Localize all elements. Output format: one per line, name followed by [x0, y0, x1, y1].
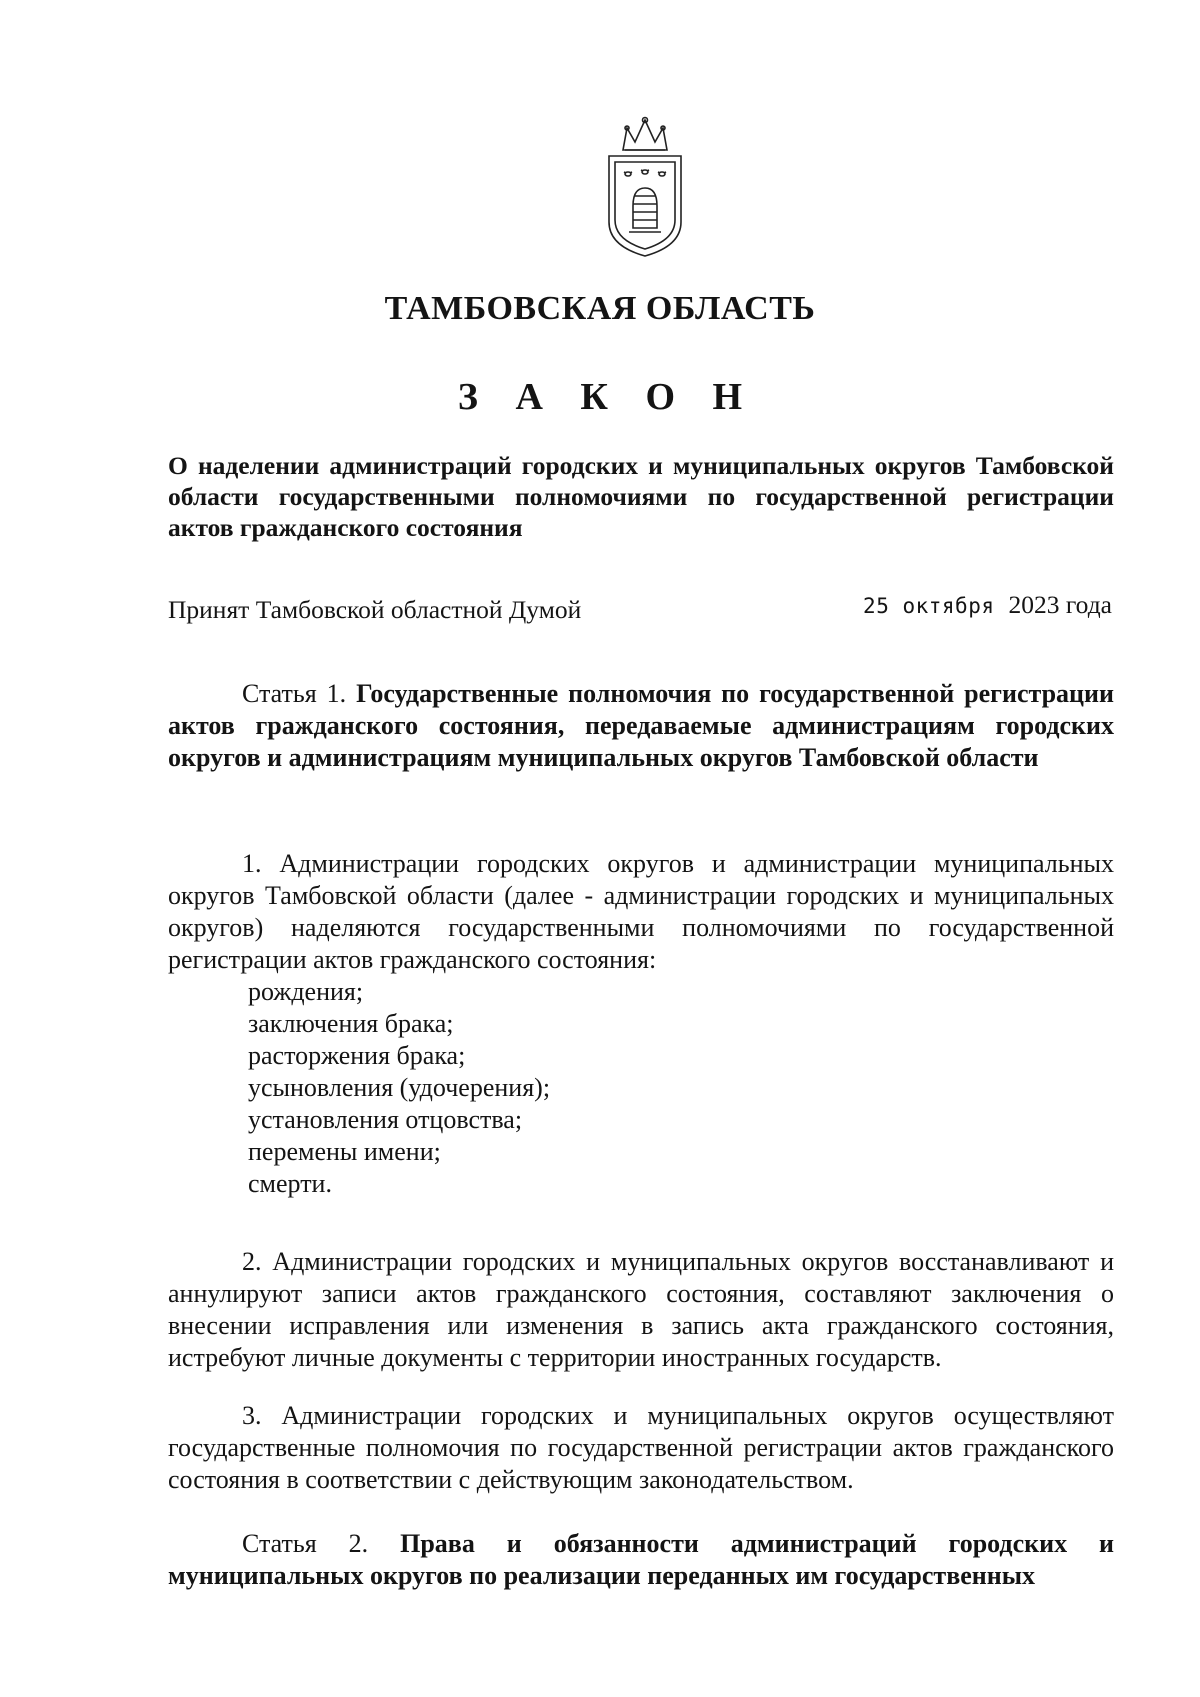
- article-2-label: Статья 2.: [242, 1529, 369, 1558]
- list-item: установления отцовства;: [248, 1105, 523, 1134]
- article-1-paragraph-2: [168, 1246, 1114, 1374]
- article-1-paragraph-3: [168, 1400, 1114, 1496]
- region-name: ТАМБОВСКАЯ ОБЛАСТЬ: [384, 290, 816, 327]
- adopted-by: Принят Тамбовской областной Думой: [168, 595, 582, 624]
- article-1-heading: [168, 678, 1114, 774]
- article-2-title: Права и обязанности администраций городских и муниципальных округов по реализации переданных им государственных: [168, 1529, 1114, 1590]
- law-title: О наделении администраций городских и муниципальных округов Тамбовской области государственными полномочиями по государственной регистрации актов гражданского состояния: [168, 451, 1114, 542]
- adoption-date: [863, 590, 1112, 620]
- article-1-label: Статья 1.: [242, 679, 347, 708]
- list-item: усыновления (удочерения);: [248, 1073, 551, 1102]
- article-1-title: Государственные полномочия по государственной регистрации актов гражданского состояния, передаваемые администрациям городских округов и администрациям муниципальных округов Тамбовской области: [168, 679, 1115, 772]
- paragraph-3-text: 3. Администрации городских и муниципальных округов осуществляют государственные полномочия по государственной регистрации актов гражданского состояния в соответствии с действующим законодательством.: [168, 1401, 1114, 1494]
- date-stamp: 25 октября: [863, 594, 995, 618]
- list-item: расторжения брака;: [248, 1041, 466, 1070]
- tambov-coat-of-arms-icon: [595, 110, 695, 260]
- list-item: заключения брака;: [248, 1009, 454, 1038]
- list-item: рождения;: [248, 977, 364, 1006]
- paragraph-1-intro: 1. Администрации городских округов и администрации муниципальных округов Тамбовской области (далее - администрации городских и муниципальных округов) наделяются государственными полномочиями по государственной регистрации актов гражданского состояния:: [168, 849, 1114, 974]
- adoption-year: 2023 года: [1008, 590, 1112, 619]
- list-item: перемены имени;: [248, 1137, 441, 1166]
- article-2-heading: [168, 1528, 1114, 1592]
- registration-types-list: [168, 976, 1114, 1200]
- document-type: З А К О Н: [457, 376, 757, 418]
- paragraph-2-text: 2. Администрации городских и муниципальных округов восстанавливают и аннулируют записи актов гражданского состояния, составляют заключения о внесении исправления или изменения в запись акта гражданского состояния, истребуют личные документы с территории иностранных государств.: [168, 1247, 1114, 1372]
- article-1-paragraph-1: [168, 848, 1114, 1200]
- list-item: смерти.: [248, 1169, 332, 1198]
